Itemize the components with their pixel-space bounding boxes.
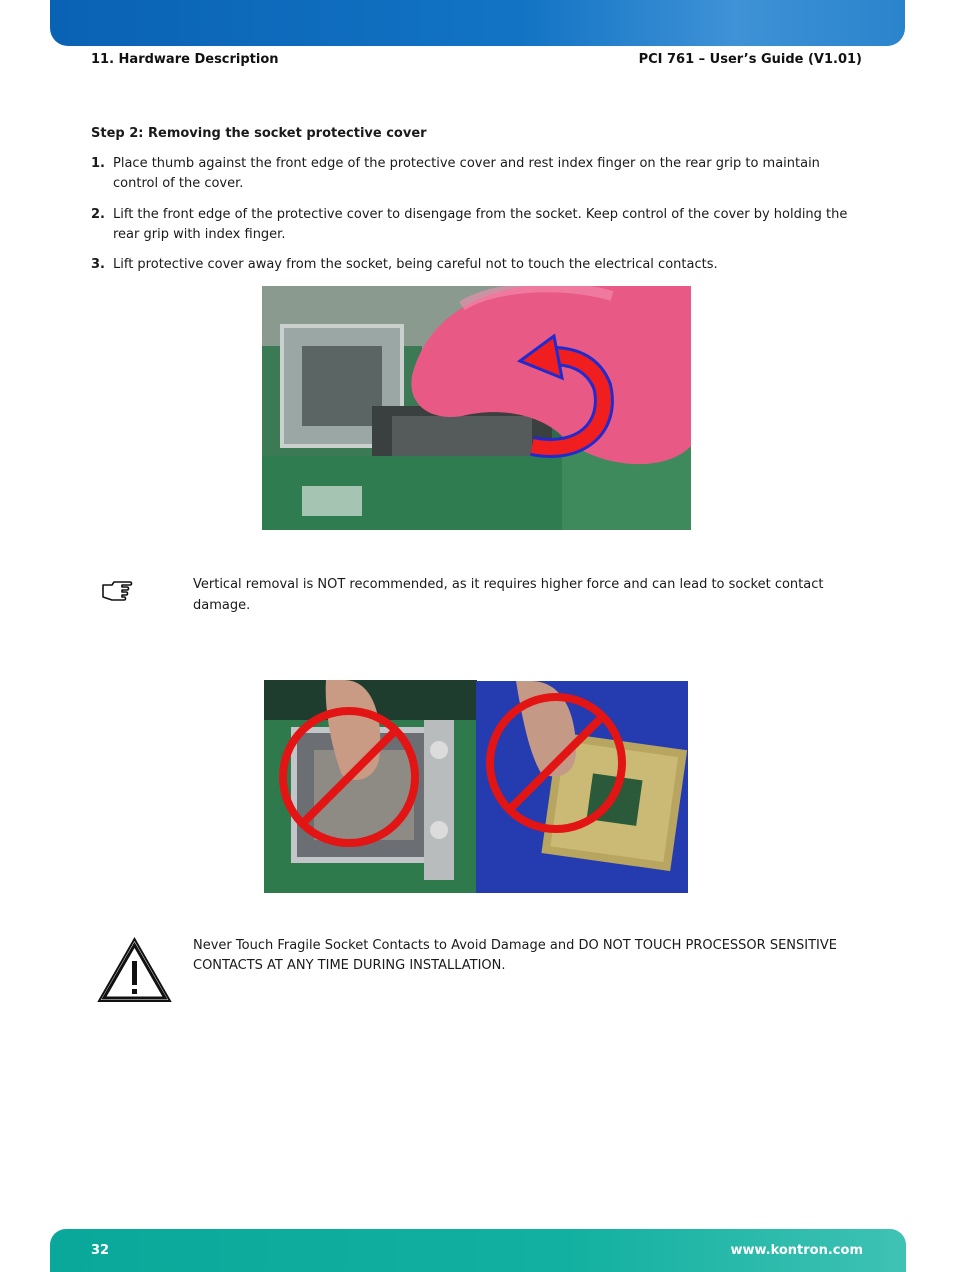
note-text: Vertical removal is NOT recommended, as it requires higher force and can lead to socket contact damage. (193, 577, 824, 613)
list-item-number: 3. (91, 257, 105, 272)
do-not-touch-socket-photo (264, 680, 477, 893)
footer-url-link[interactable]: www.kontron.com (730, 1243, 863, 1258)
list-item (91, 154, 863, 194)
socket-cover-removal-photo (262, 286, 691, 530)
page-number: 32 (91, 1243, 110, 1258)
do-not-touch-processor-photo (476, 681, 688, 893)
warning-triangle-icon (97, 937, 172, 1003)
header-section: 11. Hardware Description (91, 52, 279, 67)
header-doc-title: PCI 761 – User’s Guide (V1.01) (638, 52, 862, 67)
list-item-text: Lift protective cover away from the socket, being careful not to touch the electrical contacts. (113, 257, 718, 272)
list-item-number: 2. (91, 207, 105, 222)
list-item (91, 255, 863, 275)
list-item-text: Lift the front edge of the protective cover to disengage from the socket. Keep control of the cover by holding the rear grip with index finger. (113, 207, 848, 242)
step-title: Step 2: Removing the socket protective cover (91, 126, 427, 141)
top-banner (50, 0, 905, 46)
pointing-hand-icon (100, 576, 136, 604)
list-item-text: Place thumb against the front edge of the protective cover and rest index finger on the rear grip to maintain control of the cover. (113, 156, 820, 191)
warning-text: Never Touch Fragile Socket Contacts to Avoid Damage and DO NOT TOUCH PROCESSOR SENSITIVE CONTACTS AT ANY TIME DURING INSTALLATION. (193, 938, 837, 973)
list-item-number: 1. (91, 156, 105, 171)
list-item (91, 205, 863, 245)
